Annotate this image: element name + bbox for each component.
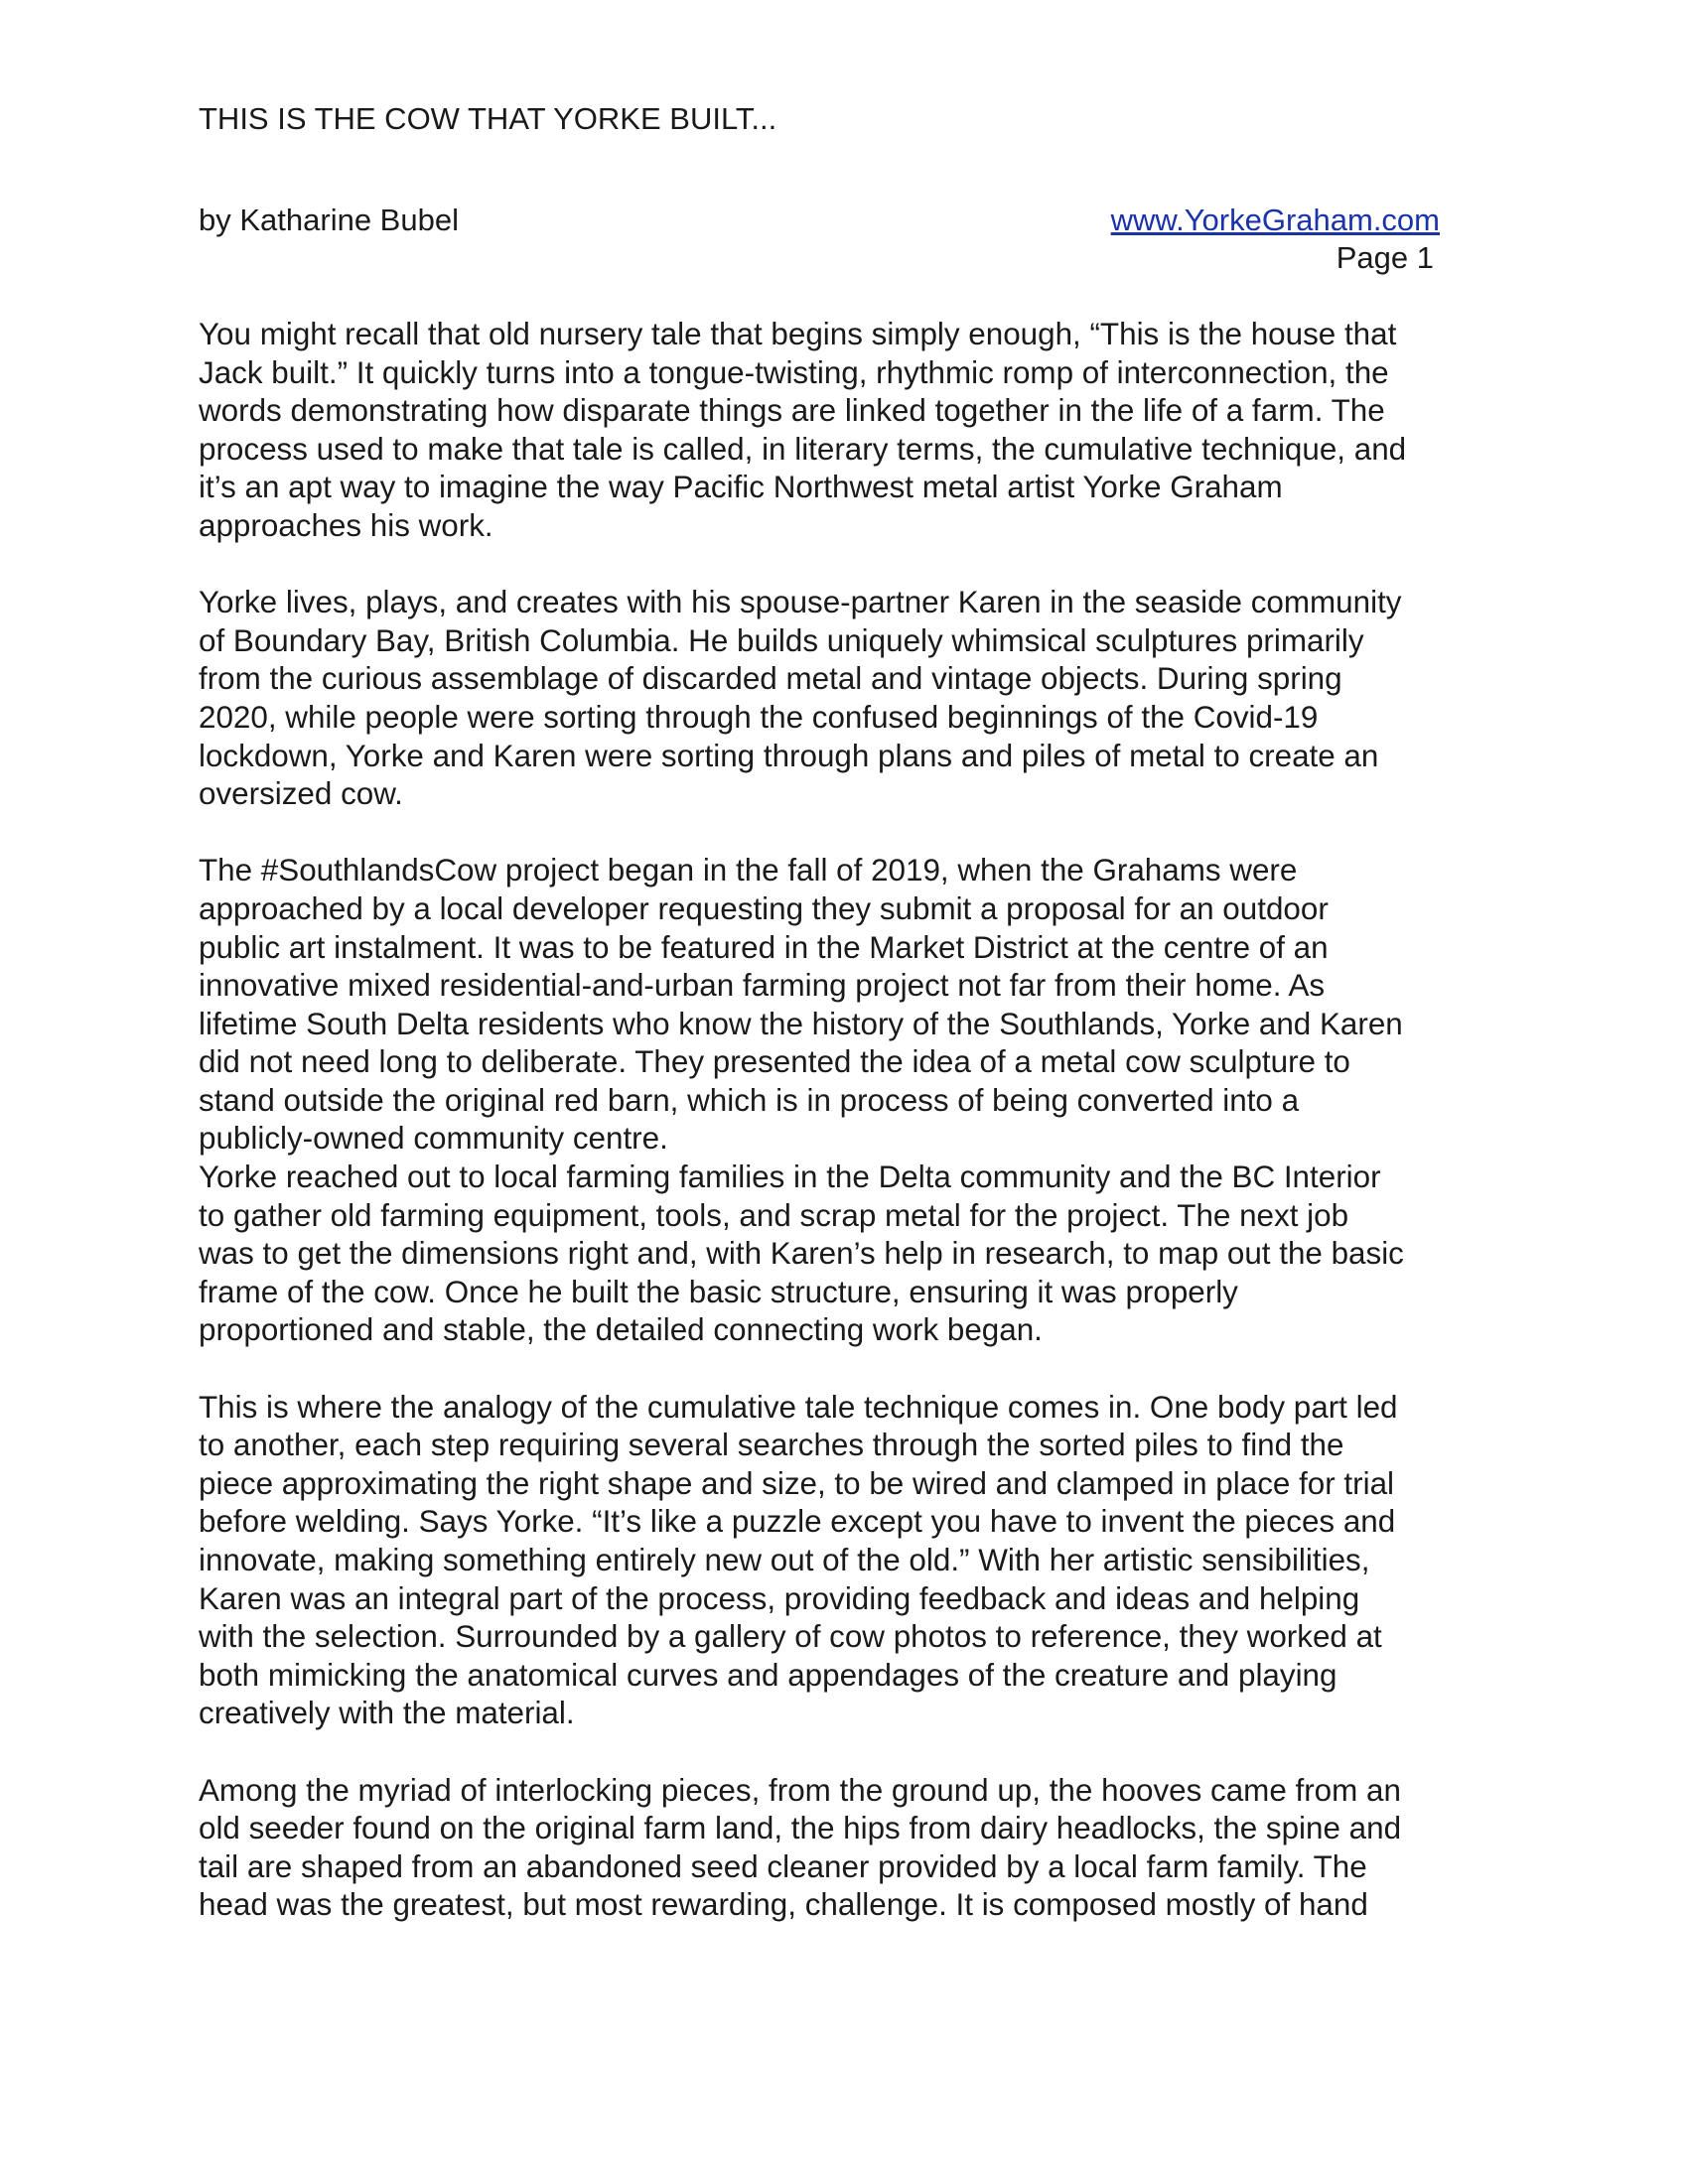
- text-line: to another, each step requiring several searches through the sorted piles to find the: [199, 1428, 1344, 1463]
- paragraph-gap: [199, 1350, 1489, 1389]
- text-line: creatively with the material.: [199, 1696, 575, 1731]
- paragraph-gap: [199, 1733, 1489, 1772]
- text-line: You might recall that old nursery tale that begins simply enough, “This is the house that: [199, 317, 1397, 351]
- text-line: both mimicking the anatomical curves and appendages of the creature and playing: [199, 1657, 1337, 1693]
- page-number: Page 1: [1336, 240, 1434, 275]
- text-line: approached by a local developer requesting they submit a proposal for an outdoor: [199, 890, 1329, 926]
- text-line: public art instalment. It was to be featured in the Market District at the centre of an: [199, 929, 1329, 965]
- text-line: The #SouthlandsCow project began in the fall of 2019, when the Grahams were: [199, 853, 1298, 888]
- text-line: frame of the cow. Once he built the basic structure, ensuring it was properly: [199, 1274, 1238, 1309]
- website-link[interactable]: www.YorkeGraham.com: [1110, 203, 1440, 237]
- text-line: innovative mixed residential-and-urban farming project not far from their home. As: [199, 968, 1326, 1004]
- text-line: of Boundary Bay, British Columbia. He builds uniquely whimsical sculptures primarily: [199, 622, 1364, 658]
- text-line: piece approximating the right shape and size, to be wired and clamped in place for trial: [199, 1465, 1395, 1501]
- text-line: Yorke reached out to local farming families in the Delta community and the BC Interior: [199, 1160, 1381, 1195]
- text-line: oversized cow.: [199, 776, 403, 812]
- text-line: was to get the dimensions right and, with Karen’s help in research, to map out the basic: [199, 1236, 1404, 1272]
- text-line: did not need long to deliberate. They presented the idea of a metal cow sculpture to: [199, 1044, 1350, 1080]
- text-line: proportioned and stable, the detailed connecting work began.: [199, 1312, 1043, 1348]
- paragraph-gap: [199, 546, 1489, 585]
- text-line: from the curious assemblage of discarded metal and vintage objects. During spring: [199, 661, 1342, 697]
- text-line: to gather old farming equipment, tools, and scrap metal for the project. The next job: [199, 1197, 1349, 1233]
- text-line: Jack built.” It quickly turns into a tongue-twisting, rhythmic romp of interconnection, the: [199, 354, 1389, 390]
- document-title: THIS IS THE COW THAT YORKE BUILT...: [199, 101, 777, 136]
- text-line: stand outside the original red barn, which is in process of being converted into a: [199, 1082, 1300, 1118]
- text-line: publicly-owned community centre.: [199, 1121, 668, 1157]
- text-line: process used to make that tale is called, in literary terms, the cumulative technique, and: [199, 431, 1407, 467]
- text-line: with the selection. Surrounded by a gallery of cow photos to reference, they worked at: [199, 1619, 1382, 1655]
- text-line: head was the greatest, but most rewarding, challenge. It is composed mostly of hand: [199, 1887, 1368, 1923]
- text-line: 2020, while people were sorting through the confused beginnings of the Covid-19: [199, 699, 1319, 735]
- text-line: approaches his work.: [199, 507, 493, 543]
- author-name: by Katharine Bubel: [199, 203, 459, 237]
- text-line: words demonstrating how disparate things are linked together in the life of a farm. The: [199, 393, 1385, 429]
- text-line: before welding. Says Yorke. “It’s like a puzzle except you have to invent the pieces and: [199, 1504, 1396, 1540]
- text-line: lockdown, Yorke and Karen were sorting through plans and piles of metal to create an: [199, 738, 1379, 773]
- document-page: [199, 0, 1489, 2184]
- text-line: innovate, making something entirely new out of the old.” With her artistic sensibilities,: [199, 1543, 1370, 1577]
- article-body: [199, 316, 1489, 1925]
- text-line: Karen was an integral part of the process, providing feedback and ideas and helping: [199, 1580, 1360, 1616]
- text-line: Yorke lives, plays, and creates with his spouse-partner Karen in the seaside community: [199, 585, 1402, 620]
- text-line: tail are shaped from an abandoned seed cleaner provided by a local farm family. The: [199, 1848, 1367, 1884]
- paragraph-gap: [199, 814, 1489, 853]
- text-line: This is where the analogy of the cumulative tale technique comes in. One body part led: [199, 1389, 1398, 1425]
- text-line: old seeder found on the original farm land, the hips from dairy headlocks, the spine and: [199, 1811, 1402, 1846]
- text-line: it’s an apt way to imagine the way Pacific Northwest metal artist Yorke Graham: [199, 470, 1283, 505]
- text-line: lifetime South Delta residents who know the history of the Southlands, Yorke and Karen: [199, 1006, 1403, 1041]
- text-line: Among the myriad of interlocking pieces, from the ground up, the hooves came from an: [199, 1772, 1401, 1808]
